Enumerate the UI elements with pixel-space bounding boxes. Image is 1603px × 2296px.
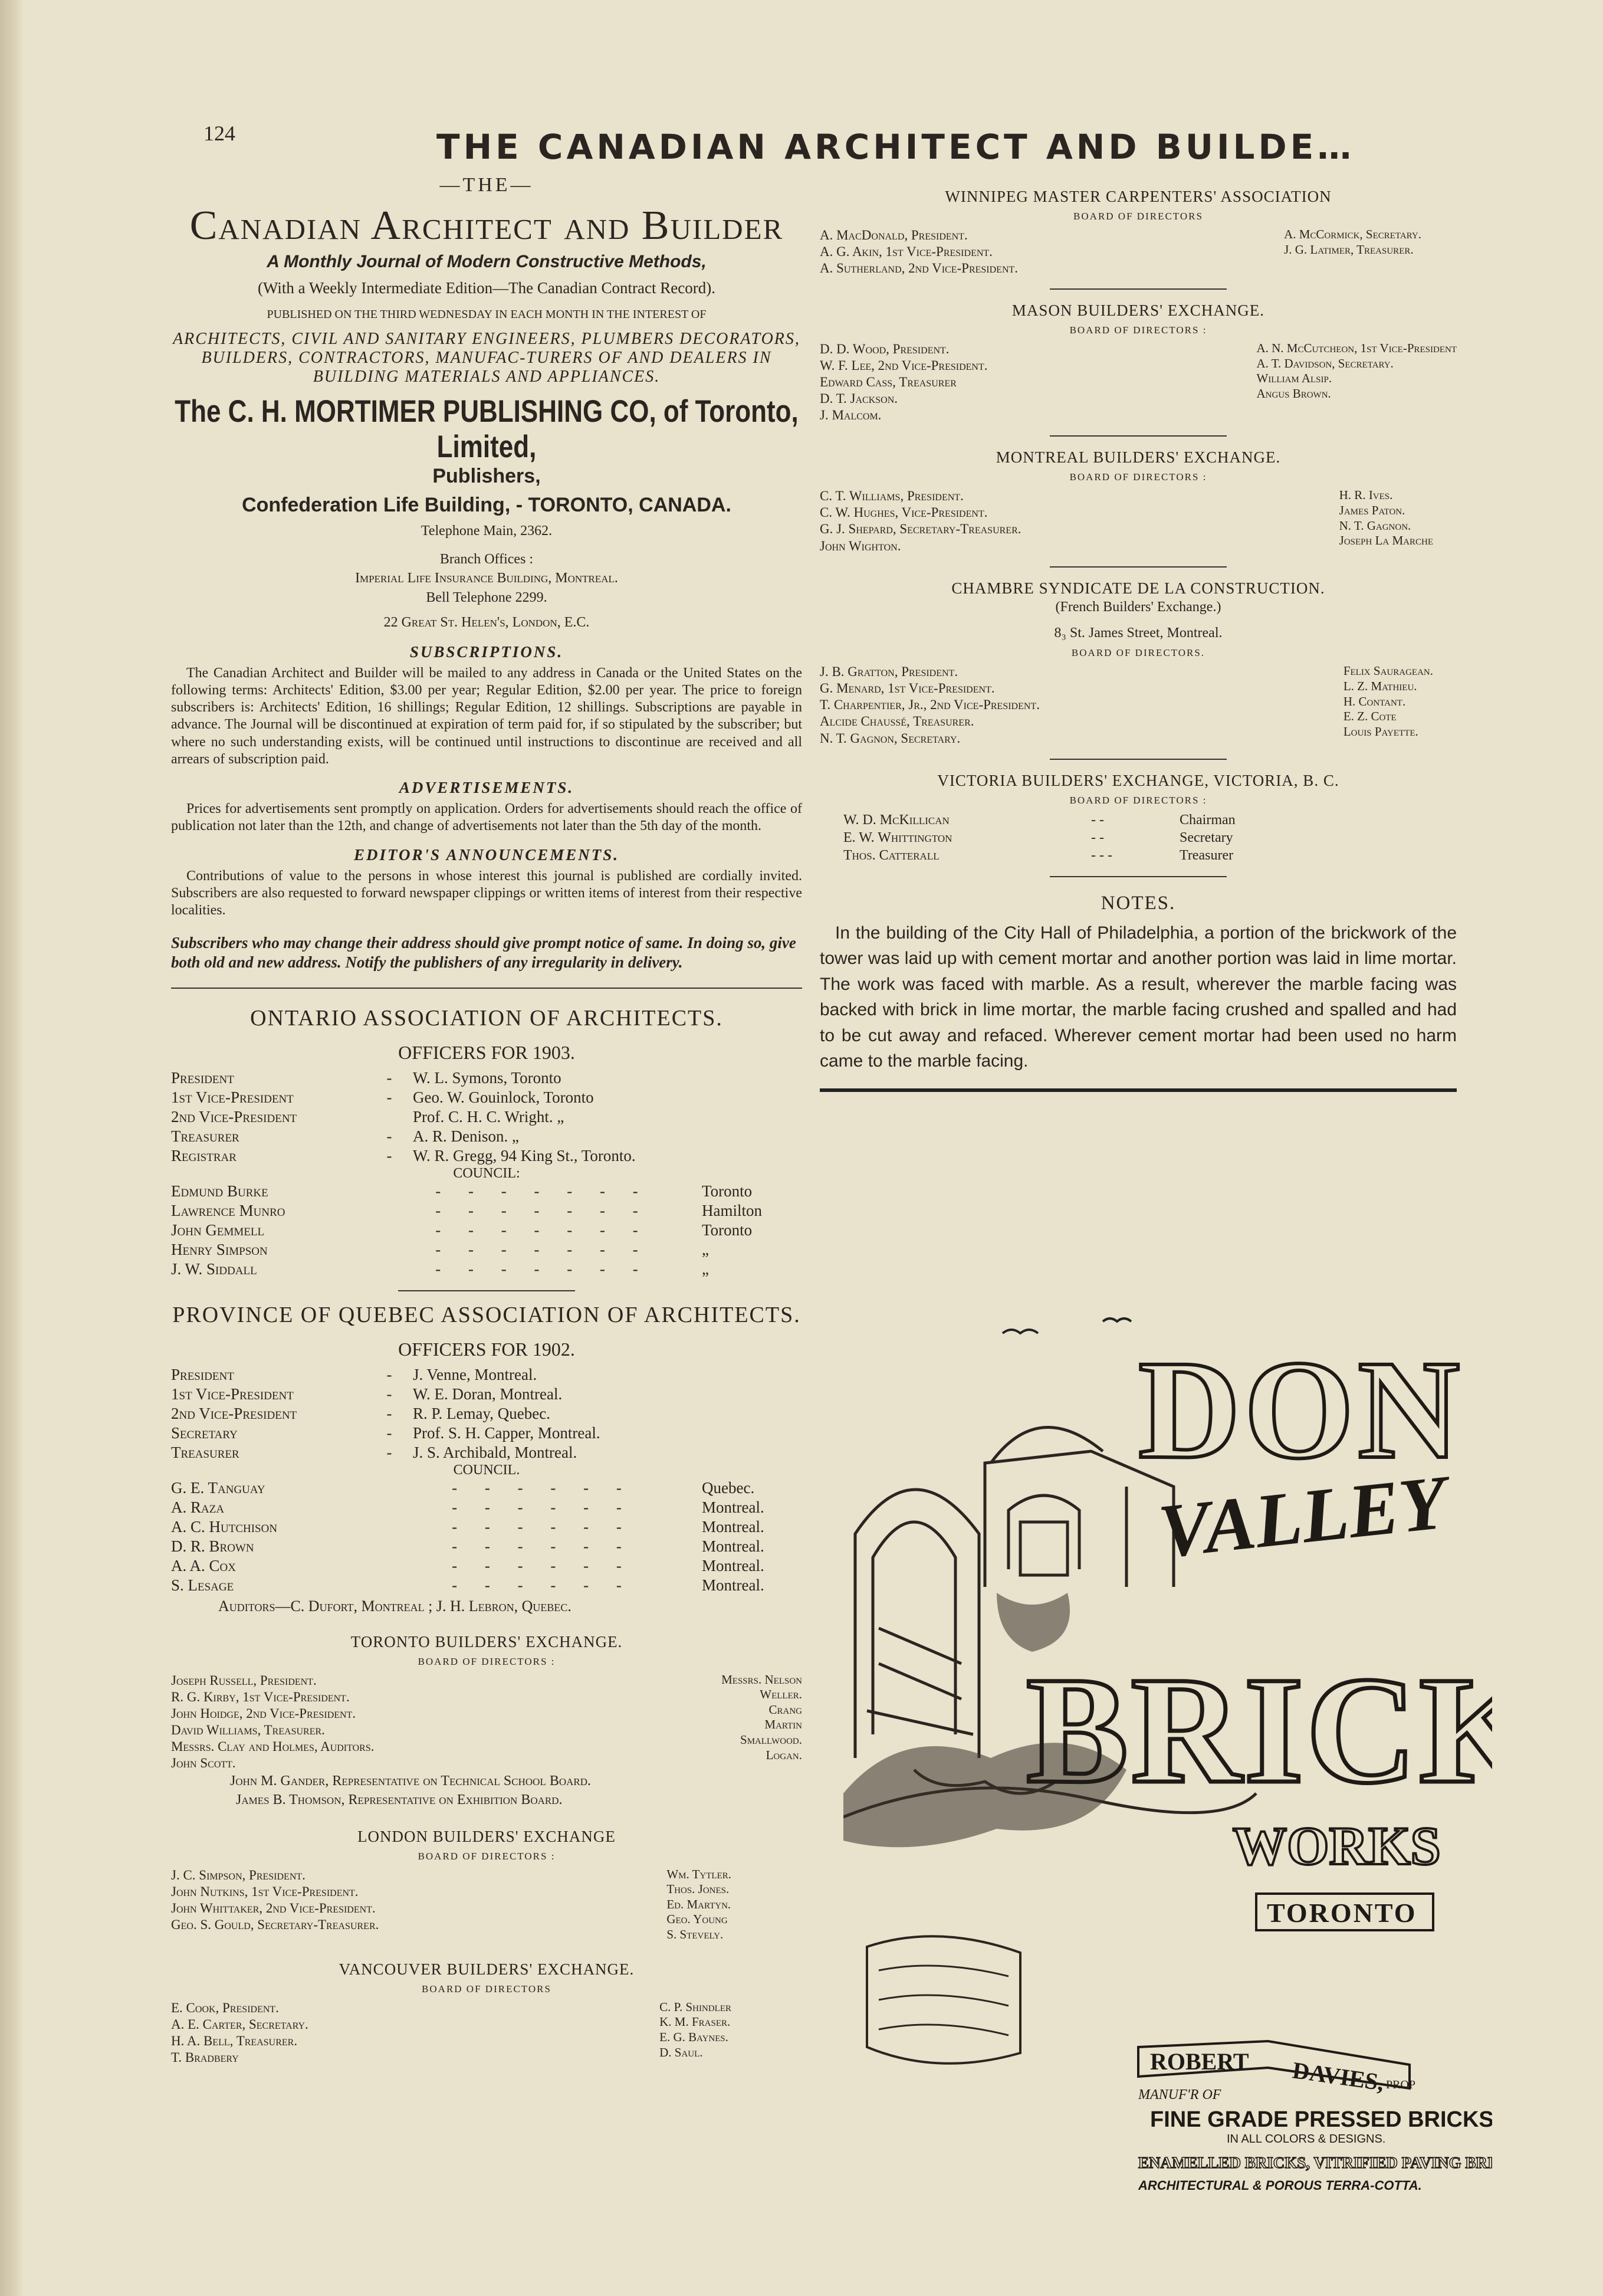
divider bbox=[171, 988, 802, 989]
director-line: C. P. Shindler bbox=[659, 1999, 731, 2014]
officer-name: W. E. Doran, Montreal. bbox=[413, 1385, 563, 1403]
director-line: Louis Payette. bbox=[1343, 724, 1418, 739]
director-line: H. Contant. bbox=[1343, 694, 1406, 709]
ontario-council bbox=[171, 1182, 802, 1279]
director-line: A. McCormick, Secretary. bbox=[1284, 227, 1421, 241]
quebec-auditors: Auditors—C. Dufort, Montreal ; J. H. Lebron, Quebec. bbox=[218, 1597, 571, 1615]
council-city: Toronto bbox=[702, 1182, 753, 1200]
toronto-rep-exhibition: James B. Thomson, Representative on Exhibition Board. bbox=[236, 1792, 563, 1808]
council-dots: - - - - - - bbox=[452, 1517, 633, 1536]
officer-row bbox=[171, 1107, 802, 1127]
director-line: Joseph La Marche bbox=[1339, 533, 1433, 548]
officer-dash: - bbox=[386, 1366, 392, 1384]
council-city: Montreal. bbox=[702, 1556, 764, 1575]
director-line: D. Saul. bbox=[659, 2045, 703, 2059]
don-valley-brick-advertisement bbox=[843, 1310, 1492, 2206]
branch-montreal-telephone: Bell Telephone 2299. bbox=[426, 589, 547, 605]
council-dots: - - - - - - bbox=[452, 1576, 633, 1594]
officer-name: R. P. Lemay, Quebec. bbox=[413, 1405, 550, 1423]
subscriptions-title: SUBSCRIPTIONS. bbox=[409, 642, 564, 661]
quebec-council bbox=[171, 1478, 802, 1595]
director-line: Messrs. Clay and Holmes, Auditors. bbox=[171, 1739, 375, 1754]
divider bbox=[1050, 759, 1227, 760]
mason-directors bbox=[820, 341, 1457, 424]
director-name: E. W. Whittington bbox=[843, 829, 952, 845]
officer-row bbox=[171, 1146, 802, 1166]
ad-line1-text: FINE GRADE PRESSED BRICKS, bbox=[1150, 2107, 1492, 2132]
director-line: D. D. Wood, President. bbox=[820, 342, 950, 357]
quebec-council-label: COUNCIL. bbox=[453, 1462, 520, 1478]
branch-montreal: Imperial Life Insurance Building, Montreal. bbox=[355, 570, 618, 586]
council-city: „ bbox=[702, 1240, 709, 1258]
director-line: K. M. Fraser. bbox=[659, 2015, 731, 2029]
toronto-right-list bbox=[721, 1672, 802, 1772]
officer-role: Secretary bbox=[171, 1424, 238, 1442]
officer-role: 2nd Vice-President bbox=[171, 1405, 297, 1423]
divider bbox=[398, 1290, 575, 1291]
masthead-weekly-edition: (With a Weekly Intermediate Edition—The Canadian Contract Record). bbox=[258, 279, 715, 297]
director-line: J. G. Latimer, Treasurer. bbox=[1284, 242, 1414, 257]
winnipeg-board-label: BOARD OF DIRECTORS bbox=[1073, 211, 1203, 222]
mason-left-list bbox=[820, 341, 988, 424]
director-line: Felix Sauragean. bbox=[1343, 664, 1433, 678]
ad-valley-text: VALLEY bbox=[1154, 1459, 1451, 1575]
council-row bbox=[171, 1201, 802, 1221]
director-line: John Wighton. bbox=[820, 538, 901, 553]
bird-icon bbox=[1103, 1318, 1131, 1321]
ontario-officers bbox=[171, 1068, 802, 1166]
london-right-list bbox=[666, 1867, 731, 1943]
director-line: Wm. Tytler. bbox=[666, 1867, 731, 1881]
director-line: H. R. Ives. bbox=[1339, 488, 1393, 503]
council-name: A. Raza bbox=[171, 1498, 225, 1516]
director-line: Geo. S. Gould, Secretary-Treasurer. bbox=[171, 1917, 379, 1932]
council-city: „ bbox=[702, 1259, 709, 1278]
london-directors bbox=[171, 1867, 802, 1943]
director-role: Chairman bbox=[1180, 812, 1236, 828]
officer-row bbox=[171, 1365, 802, 1385]
director-line: Thos. Jones. bbox=[666, 1882, 730, 1897]
director-role: Treasurer bbox=[1180, 847, 1234, 863]
officer-role: Registrar bbox=[171, 1146, 236, 1165]
officer-role: 2nd Vice-President bbox=[171, 1107, 297, 1126]
director-line: J. Malcom. bbox=[820, 408, 882, 423]
ad-don-text: DON bbox=[1138, 1331, 1464, 1488]
officer-dash: - bbox=[386, 1405, 392, 1423]
notes-text: In the building of the City Hall of Philadelphia, a portion of the brickwork of the tower was laid up with cement mortar and another portion was laid in lime mortar. The work was faced with marble. As a result, wherever the marble facing was backed with brick in lime mortar, the marble facing crushed and spalled and had to be cut away and refaced. Wherever cement mortar had been used no harm came to the marble facing. bbox=[820, 923, 1457, 1071]
council-name: A. C. Hutchison bbox=[171, 1517, 278, 1536]
montreal-title: MONTREAL BUILDERS' EXCHANGE. bbox=[996, 448, 1281, 467]
notes-title: NOTES. bbox=[1101, 892, 1176, 914]
bird-icon bbox=[1003, 1330, 1038, 1333]
officer-name: Geo. W. Gouinlock, Toronto bbox=[413, 1088, 594, 1107]
director-line: David Williams, Treasurer. bbox=[171, 1722, 325, 1737]
council-row bbox=[171, 1517, 802, 1537]
ad-robert-text: ROBERT bbox=[1150, 2048, 1249, 2075]
council-name: Lawrence Munro bbox=[171, 1201, 285, 1219]
director-line: N. T. Gagnon, Secretary. bbox=[820, 730, 961, 746]
director-line: Crang bbox=[768, 1702, 802, 1717]
director-line: Alcide Chaussé, Treasurer. bbox=[820, 714, 974, 729]
council-row bbox=[171, 1221, 802, 1240]
director-line: J. C. Simpson, President. bbox=[171, 1867, 306, 1882]
publisher-address: Confederation Life Building, - TORONTO, CANADA. bbox=[242, 493, 731, 516]
officer-row bbox=[171, 1404, 802, 1423]
director-line: Edward Cass, Treasurer bbox=[820, 375, 957, 390]
council-row bbox=[171, 1182, 802, 1201]
director-line: C. T. Williams, President. bbox=[820, 488, 964, 504]
toronto-builders-title: TORONTO BUILDERS' EXCHANGE. bbox=[350, 1632, 623, 1651]
council-row bbox=[171, 1576, 802, 1595]
director-line: G. J. Shepard, Secretary-Treasurer. bbox=[820, 521, 1021, 537]
officer-name: J. Venne, Montreal. bbox=[413, 1366, 537, 1384]
officer-dash bbox=[366, 1107, 413, 1127]
council-city: Montreal. bbox=[702, 1517, 764, 1536]
officer-row bbox=[171, 1088, 802, 1107]
director-line: C. W. Hughes, Vice-President. bbox=[820, 505, 988, 520]
council-row bbox=[171, 1478, 802, 1498]
officer-name: A. R. Denison. „ bbox=[413, 1127, 519, 1145]
quebec-title: PROVINCE OF QUEBEC ASSOCIATION OF ARCHITECTS. bbox=[172, 1303, 801, 1328]
quebec-officers-title: OFFICERS FOR 1902. bbox=[398, 1339, 575, 1360]
montreal-left-list bbox=[820, 488, 1021, 554]
council-dots: - - - - - - - bbox=[435, 1259, 650, 1278]
toronto-rep-technical: John M. Gander, Representative on Technical School Board. bbox=[230, 1773, 592, 1789]
council-dots: - - - - - - bbox=[452, 1556, 633, 1575]
victoria-row bbox=[820, 847, 1457, 864]
director-line: Martin bbox=[764, 1717, 802, 1732]
council-dots: - - - - - - bbox=[452, 1478, 633, 1497]
council-city: Toronto bbox=[702, 1221, 753, 1239]
victoria-directors bbox=[820, 811, 1457, 864]
mason-board-label: BOARD OF DIRECTORS : bbox=[1069, 324, 1207, 336]
officer-role: President bbox=[171, 1366, 234, 1384]
chambre-title: CHAMBRE SYNDICATE DE LA CONSTRUCTION. bbox=[951, 579, 1325, 597]
council-row bbox=[171, 1537, 802, 1556]
vignette-frame bbox=[867, 1936, 1020, 2064]
officer-role: 1st Vice-President bbox=[171, 1088, 294, 1107]
winnipeg-right-list bbox=[1284, 227, 1421, 277]
director-line: D. T. Jackson. bbox=[820, 391, 898, 406]
winnipeg-left-list bbox=[820, 227, 1018, 277]
advertisements-title: ADVERTISEMENTS. bbox=[399, 779, 574, 797]
director-line: G. Menard, 1st Vice-President. bbox=[820, 681, 995, 696]
council-row bbox=[171, 1556, 802, 1576]
ad-davies-text: DAVIES, bbox=[1290, 2056, 1386, 2096]
ontario-title: ONTARIO ASSOCIATION OF ARCHITECTS. bbox=[250, 1006, 723, 1031]
chambre-address: 8₃ St. James Street, Montreal. bbox=[1054, 625, 1223, 641]
officer-role: Treasurer bbox=[171, 1127, 239, 1145]
publisher-telephone: Telephone Main, 2362. bbox=[421, 523, 553, 539]
director-line: A. MacDonald, President. bbox=[820, 228, 968, 242]
director-line: William Alsip. bbox=[1256, 371, 1332, 386]
council-name: John Gemmell bbox=[171, 1221, 265, 1239]
editors-text: Contributions of value to the persons in whose interest this journal is published are cordially invited. Subscribers are also requested to forward newspaper clippings or written items of interest from their respective localities. bbox=[171, 868, 802, 919]
council-dots: - - - - - - bbox=[452, 1537, 633, 1555]
masthead-interest: ARCHITECTS, CIVIL AND SANITARY ENGINEERS, PLUMBERS DECORATORS, BUILDERS, CONTRACTORS, MANUFAC-TURERS OF AND DEALERS IN BUILDING MATERIALS AND APPLIANCES. bbox=[173, 330, 800, 386]
quebec-officers bbox=[171, 1365, 802, 1462]
officer-dash: - bbox=[386, 1127, 392, 1145]
officer-row bbox=[171, 1385, 802, 1404]
running-head: THE CANADIAN ARCHITECT AND BUILDE… bbox=[436, 127, 1355, 167]
page-binding-edge bbox=[0, 0, 24, 2296]
divider bbox=[1050, 288, 1227, 290]
ontario-officers-title: OFFICERS FOR 1903. bbox=[398, 1042, 575, 1064]
director-line: A. E. Carter, Secretary. bbox=[171, 2016, 308, 2032]
officer-role: 1st Vice-President bbox=[171, 1385, 294, 1403]
director-line: E. G. Baynes. bbox=[659, 2029, 729, 2044]
director-line: W. F. Lee, 2nd Vice-President. bbox=[820, 358, 988, 373]
director-role: Secretary bbox=[1180, 829, 1233, 845]
officer-name: Prof. S. H. Capper, Montreal. bbox=[413, 1424, 600, 1442]
publisher-name: The C. H. MORTIMER PUBLISHING CO, of Toronto, Limited, bbox=[175, 393, 799, 464]
director-line: Joseph Russell, President. bbox=[171, 1672, 317, 1688]
officer-dash: - bbox=[386, 1069, 392, 1087]
victoria-board-label: BOARD OF DIRECTORS : bbox=[1069, 794, 1207, 806]
council-row bbox=[171, 1240, 802, 1259]
director-line: John Whittaker, 2nd Vice-President. bbox=[171, 1900, 376, 1915]
director-line: A. Sutherland, 2nd Vice-President. bbox=[820, 261, 1019, 276]
advertisement-illustration bbox=[843, 1310, 1492, 2206]
officer-dash: - bbox=[386, 1385, 392, 1403]
london-board-label: BOARD OF DIRECTORS : bbox=[418, 1850, 556, 1862]
director-line: Smallwood. bbox=[740, 1733, 802, 1747]
divider bbox=[1050, 876, 1227, 877]
officer-dash: - bbox=[386, 1146, 392, 1165]
toronto-board-label: BOARD OF DIRECTORS : bbox=[418, 1655, 556, 1667]
director-line: John Nutkins, 1st Vice-President. bbox=[171, 1884, 359, 1899]
london-left-list bbox=[171, 1867, 379, 1943]
mason-right-list bbox=[1256, 341, 1457, 424]
director-dash: - - - bbox=[1091, 847, 1112, 863]
director-line: Geo. Young bbox=[666, 1912, 728, 1927]
vancouver-directors bbox=[171, 2000, 802, 2066]
chambre-subtitle: (French Builders' Exchange.) bbox=[1055, 599, 1221, 615]
montreal-right-list bbox=[1339, 488, 1433, 554]
vancouver-board-label: BOARD OF DIRECTORS bbox=[422, 1983, 551, 1995]
advertisements-text: Prices for advertisements sent promptly on application. Orders for advertisements should reach the office of publication not later than the 12th, and change of advertisements not later than the 5th day of the month. bbox=[171, 801, 802, 834]
council-city: Montreal. bbox=[702, 1537, 764, 1555]
officer-name: W. R. Gregg, 94 King St., Toronto. bbox=[413, 1146, 636, 1165]
vancouver-builders-title: VANCOUVER BUILDERS' EXCHANGE. bbox=[339, 1960, 635, 1978]
winnipeg-title: WINNIPEG MASTER CARPENTERS' ASSOCIATION bbox=[945, 188, 1332, 205]
chambre-board-label: BOARD OF DIRECTORS. bbox=[1071, 647, 1205, 659]
director-line: R. G. Kirby, 1st Vice-President. bbox=[171, 1689, 350, 1704]
right-column bbox=[820, 188, 1457, 1092]
director-line: Logan. bbox=[766, 1747, 802, 1762]
toronto-left-list bbox=[171, 1672, 374, 1772]
officer-row bbox=[171, 1127, 802, 1146]
ad-line2-text: IN ALL COLORS & DESIGNS. bbox=[1227, 2133, 1386, 2146]
director-line: A. G. Akin, 1st Vice-President. bbox=[820, 244, 993, 260]
branch-london: 22 Great St. Helen's, London, E.C. bbox=[383, 615, 590, 631]
chambre-left-list bbox=[820, 664, 1040, 746]
chambre-right-list bbox=[1344, 664, 1433, 746]
council-name: J. W. Siddall bbox=[171, 1259, 257, 1278]
director-line: T. Charpentier, Jr., 2nd Vice-President. bbox=[820, 697, 1040, 713]
director-line: L. Z. Mathieu. bbox=[1343, 678, 1417, 693]
masthead-published: PUBLISHED ON THE THIRD WEDNESDAY IN EACH MONTH IN THE INTEREST OF bbox=[267, 308, 707, 321]
council-city: Hamilton bbox=[702, 1201, 762, 1219]
masthead-title: Canadian Architect and Builder bbox=[189, 203, 784, 248]
director-line: James Paton. bbox=[1339, 503, 1405, 517]
ad-brick-text: BRICK bbox=[1026, 1645, 1492, 1815]
ad-line4-text: ARCHITECTURAL & POROUS TERRA-COTTA. bbox=[1138, 2178, 1422, 2193]
council-city: Quebec. bbox=[702, 1478, 755, 1497]
council-dots: - - - - - - - bbox=[435, 1201, 650, 1219]
editors-title: EDITOR'S ANNOUNCEMENTS. bbox=[353, 845, 620, 864]
victoria-row bbox=[820, 811, 1457, 829]
winnipeg-directors bbox=[820, 227, 1457, 277]
vancouver-right-list bbox=[659, 2000, 731, 2066]
branch-offices-label: Branch Offices : bbox=[439, 551, 534, 567]
council-name: G. E. Tanguay bbox=[171, 1478, 265, 1497]
director-line: Messrs. Nelson bbox=[721, 1672, 802, 1687]
director-dash: - - bbox=[1091, 812, 1104, 828]
officer-role: President bbox=[171, 1069, 234, 1087]
director-dash: - - bbox=[1091, 829, 1104, 845]
masthead-subtitle: A Monthly Journal of Modern Constructive Methods, bbox=[267, 252, 707, 271]
masthead-the: —THE— bbox=[439, 174, 534, 196]
director-line: J. B. Gratton, President. bbox=[820, 664, 958, 680]
director-line: H. A. Bell, Treasurer. bbox=[171, 2033, 298, 2048]
officer-role: Treasurer bbox=[171, 1444, 239, 1462]
director-line: Angus Brown. bbox=[1256, 386, 1331, 401]
director-line: Ed. Martyn. bbox=[666, 1897, 731, 1911]
victoria-title: VICTORIA BUILDERS' EXCHANGE, VICTORIA, B. C. bbox=[937, 771, 1339, 789]
ad-toronto-text: TORONTO bbox=[1267, 1898, 1417, 1928]
council-name: A. A. Cox bbox=[171, 1556, 236, 1575]
left-column bbox=[171, 174, 802, 2066]
director-line: N. T. Gagnon. bbox=[1339, 518, 1411, 533]
montreal-directors bbox=[820, 488, 1457, 554]
officer-row bbox=[171, 1423, 802, 1443]
officer-row bbox=[171, 1068, 802, 1088]
vancouver-left-list bbox=[171, 2000, 308, 2066]
council-row bbox=[171, 1498, 802, 1517]
divider bbox=[1050, 435, 1227, 437]
subscriptions-text: The Canadian Architect and Builder will be mailed to any address in Canada or the United States on the following terms: Architects' Edition, $3.00 per year; Regular Edition, $2.00 per year. The price to foreign subscribers is: Architects' Edition, 16 shillings; Regular Edition, 12 shillings. Subscriptions are payable in advance. The Journal will be discontinued at expiration of term paid for, if so stipulated by the subscriber; but where no such understanding exists, will be continued until instructions to discontinue are received and all arrears of subscription paid. bbox=[171, 665, 802, 767]
ad-works-text: WORKS bbox=[1233, 1816, 1441, 1876]
director-line: John Scott. bbox=[171, 1755, 236, 1770]
director-name: Thos. Catterall bbox=[843, 847, 940, 863]
council-dots: - - - - - - bbox=[452, 1498, 633, 1516]
council-dots: - - - - - - - bbox=[435, 1182, 650, 1200]
director-line: John Hoidge, 2nd Vice-President. bbox=[171, 1705, 356, 1721]
director-line: T. Bradbery bbox=[171, 2049, 239, 2065]
toronto-directors bbox=[171, 1672, 802, 1772]
victoria-row bbox=[820, 829, 1457, 847]
chambre-directors bbox=[820, 664, 1457, 746]
officer-dash: - bbox=[386, 1424, 392, 1442]
vignette-hatching bbox=[879, 1966, 1009, 2035]
council-name: D. R. Brown bbox=[171, 1537, 254, 1555]
officer-row bbox=[171, 1443, 802, 1462]
officer-name: J. S. Archibald, Montreal. bbox=[413, 1444, 577, 1462]
divider bbox=[1050, 566, 1227, 568]
ad-manufr-text: MANUF'R OF bbox=[1138, 2087, 1221, 2103]
ontario-council-label: COUNCIL: bbox=[453, 1165, 520, 1181]
director-line: Weller. bbox=[760, 1687, 802, 1702]
london-builders-title: LONDON BUILDERS' EXCHANGE bbox=[357, 1827, 616, 1845]
publishers-label: Publishers, bbox=[432, 464, 541, 487]
officer-name: W. L. Symons, Toronto bbox=[413, 1069, 561, 1087]
ad-line3-text: ENAMELLED BRICKS, VITRIFIED PAVING BRICKS, bbox=[1138, 2154, 1492, 2172]
notes-end-rule bbox=[820, 1088, 1457, 1092]
address-change-notice: Subscribers who may change their address should give prompt notice of same. In doing so, give both old and new address. Notify the publishers of any irregularity in delivery. bbox=[171, 934, 796, 972]
council-city: Montreal. bbox=[702, 1576, 764, 1594]
director-line: S. Stevely. bbox=[666, 1927, 724, 1942]
mason-title: MASON BUILDERS' EXCHANGE. bbox=[1011, 301, 1265, 320]
director-name: W. D. McKillican bbox=[843, 812, 950, 828]
page-number: 124 bbox=[203, 122, 235, 145]
officer-dash: - bbox=[386, 1444, 392, 1462]
officer-name: Prof. C. H. C. Wright. „ bbox=[413, 1107, 564, 1126]
director-line: A. T. Davidson, Secretary. bbox=[1256, 356, 1394, 370]
montreal-board-label: BOARD OF DIRECTORS : bbox=[1069, 471, 1207, 483]
council-city: Montreal. bbox=[702, 1498, 764, 1516]
council-dots: - - - - - - - bbox=[435, 1221, 650, 1239]
council-dots: - - - - - - - bbox=[435, 1240, 650, 1258]
officer-dash: - bbox=[386, 1088, 392, 1107]
council-row bbox=[171, 1259, 802, 1279]
council-name: Henry Simpson bbox=[171, 1240, 268, 1258]
council-name: S. Lesage bbox=[171, 1576, 234, 1594]
director-line: E. Z. Cote bbox=[1343, 709, 1397, 724]
director-line: A. N. McCutcheon, 1st Vice-President bbox=[1256, 341, 1457, 356]
ad-prop-text: PROP bbox=[1386, 2078, 1416, 2091]
director-line: E. Cook, President. bbox=[171, 2000, 279, 2015]
council-name: Edmund Burke bbox=[171, 1182, 268, 1200]
